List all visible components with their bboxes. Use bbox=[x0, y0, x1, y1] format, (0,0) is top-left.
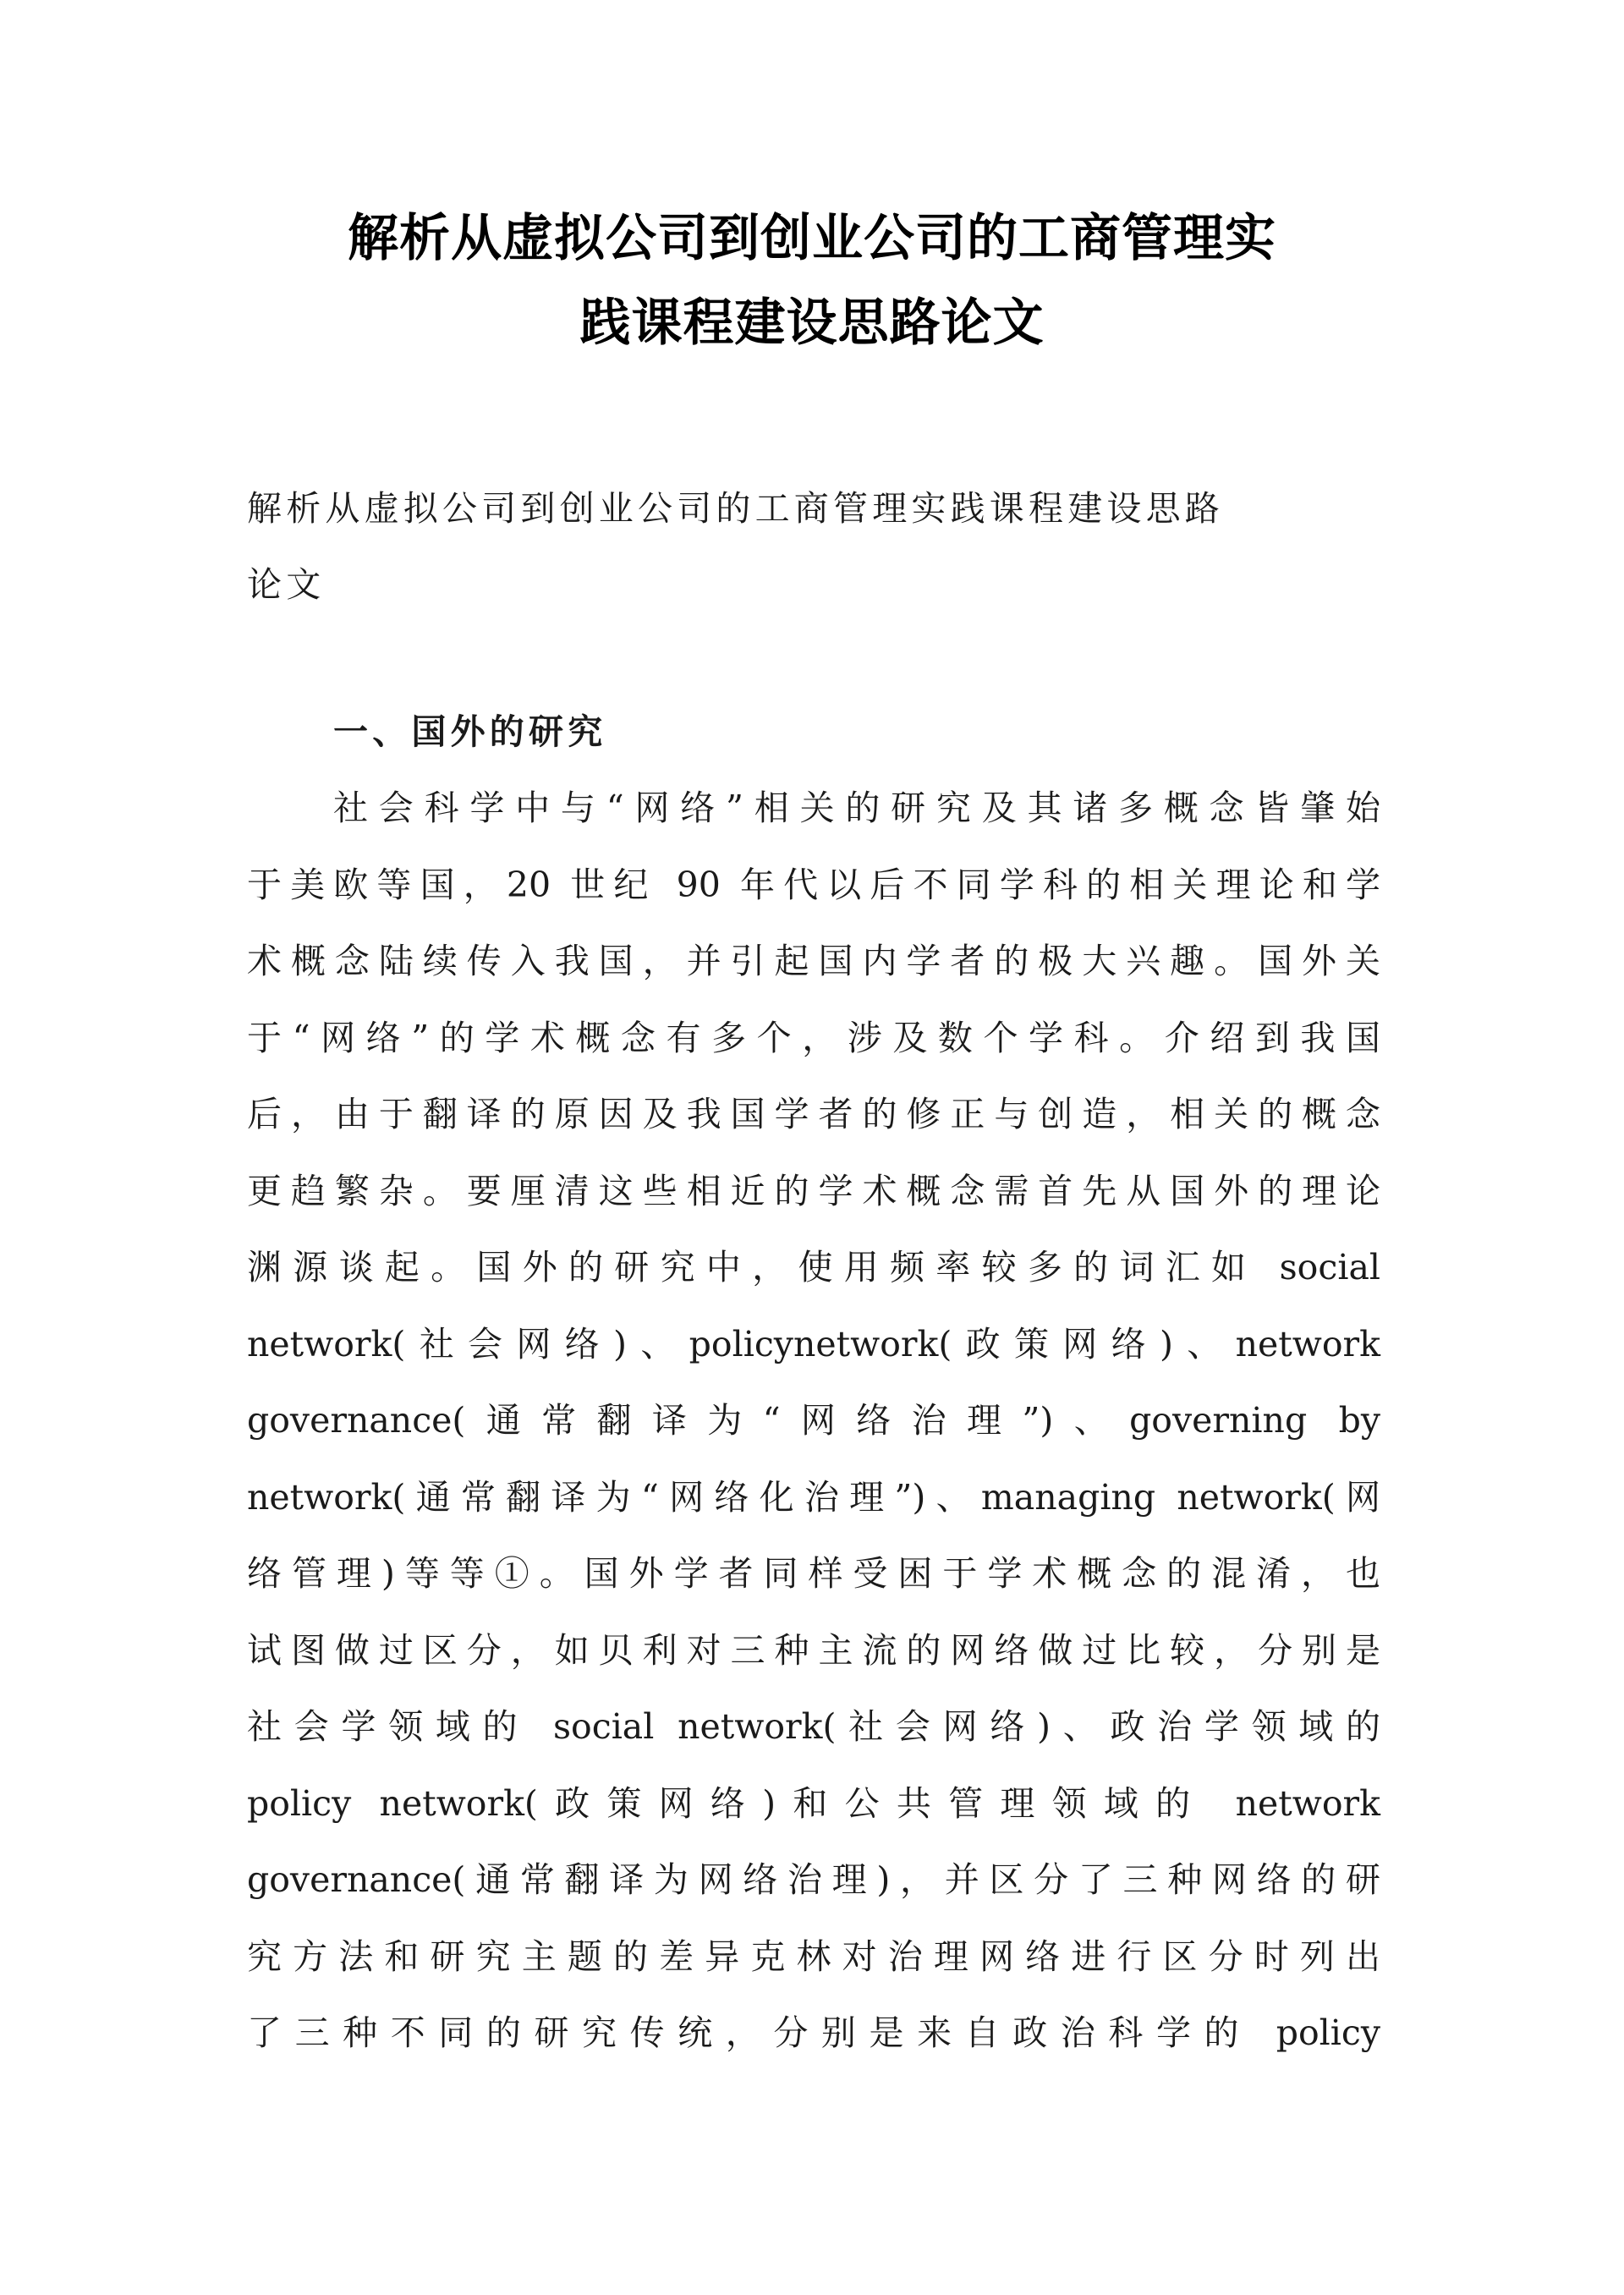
paragraph-line: 更趋繁杂。要厘清这些相近的学术概念需首先从国外的理论 bbox=[247, 1170, 1380, 1211]
subtitle-line-2: 论文 bbox=[247, 564, 326, 605]
title-line-2: 践课程建设思路论文 bbox=[579, 294, 1045, 353]
paragraph-line: 社会学领域的 social network(社会网络)、政治学领域的 bbox=[247, 1706, 1380, 1747]
paragraph-line: governance(通常翻译为网络治理)，并区分了三种网络的研 bbox=[247, 1859, 1380, 1900]
document-subtitle bbox=[247, 470, 1380, 623]
body-paragraph bbox=[247, 770, 1380, 2072]
paragraph-line: 后，由于翻译的原因及我国学者的修正与创造，相关的概念 bbox=[247, 1094, 1380, 1134]
paragraph-line: 了三种不同的研究传统，分别是来自政治科学的 policy bbox=[247, 2012, 1380, 2053]
section-heading: 一、国外的研究 bbox=[333, 711, 607, 752]
paragraph-line: 究方法和研究主题的差异克林对治理网络进行区分时列出 bbox=[247, 1935, 1380, 1977]
paragraph-line: 络管理)等等①。国外学者同样受困于学术概念的混淆，也 bbox=[247, 1553, 1380, 1594]
paragraph-line: governance(通常翻译为“网络治理”)、governing by bbox=[247, 1400, 1380, 1441]
paragraph-line: network(通常翻译为“网络化治理”)、managing network(网 bbox=[247, 1476, 1380, 1518]
paragraph-line: network(社会网络)、policynetwork(政策网络)、network bbox=[247, 1323, 1380, 1364]
paragraph-line: 术概念陆续传入我国，并引起国内学者的极大兴趣。国外关 bbox=[247, 941, 1380, 981]
paragraph-line: policy network(政策网络)和公共管理领域的 network bbox=[247, 1782, 1380, 1824]
paragraph-line: 渊源谈起。国外的研究中，使用频率较多的词汇如 social bbox=[247, 1247, 1380, 1288]
paragraph-line: 于美欧等国，20 世纪 90 年代以后不同学科的相关理论和学 bbox=[247, 864, 1380, 905]
paragraph-line: 于“网络”的学术概念有多个，涉及数个学科。介绍到我国 bbox=[247, 1017, 1380, 1058]
title-line-1: 解析从虚拟公司到创业公司的工商管理实 bbox=[348, 209, 1276, 268]
subtitle-line-1: 解析从虚拟公司到创业公司的工商管理实践课程建设思路 bbox=[247, 488, 1224, 529]
paragraph-line: 试图做过区分，如贝利对三种主流的网络做过比较，分别是 bbox=[247, 1629, 1380, 1671]
document-title bbox=[245, 196, 1379, 365]
paragraph-line: 社会科学中与“网络”相关的研究及其诸多概念皆肇始 bbox=[333, 788, 1380, 828]
